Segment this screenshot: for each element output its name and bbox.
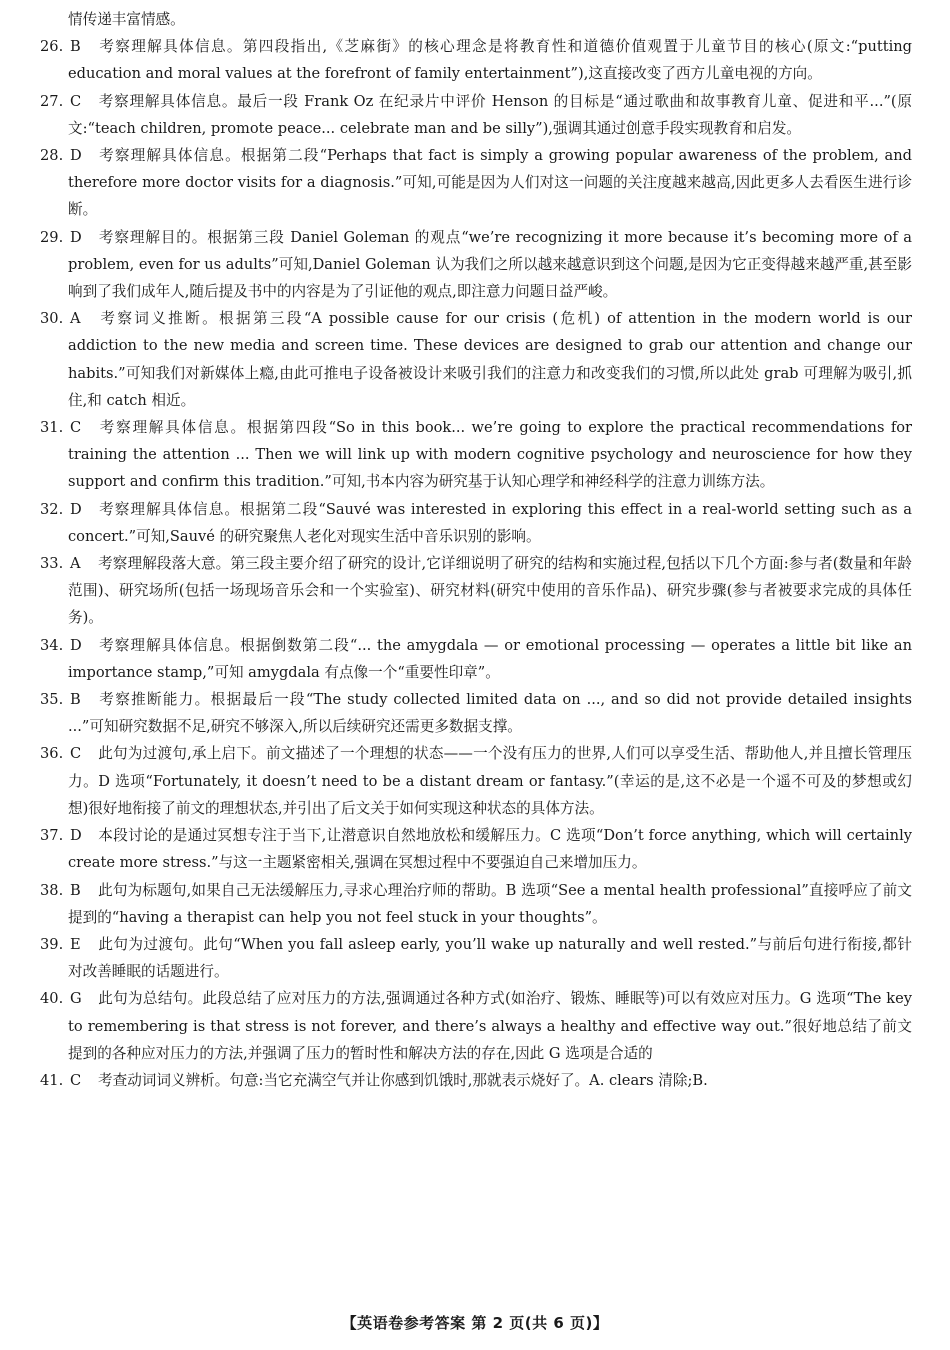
answer-explanation: 此句为过渡句,承上启下。前文描述了一个理想的状态——一个没有压力的世界,人们可以享受生活、帮助他人,并且擅长管理压力。D 选项“Fortunately, it doesn’t need to be a distant dream or fantasy.”(幸运的是,这不必是一个遥不可及的梦想或幻想)很好地衔接了前文的理想状态,并引出了后文关于如何实现这种状态的具体方法。: [68, 745, 912, 817]
question-number: 28.: [40, 147, 64, 165]
page-footer: 【英语卷参考答案 第 2 页(共 6 页)】: [341, 1314, 609, 1332]
question-number: 31.: [40, 419, 64, 437]
question-number: 39.: [40, 935, 64, 953]
answer-item: [40, 550, 912, 632]
question-number: 40.: [40, 990, 64, 1008]
answer-explanation: 考察理解具体信息。根据第四段“So in this book... we’re going to explore the practical recommendations for training the attention ... Then we will link up with modern cognitive psychology and neuroscience for how they support and confirm this tradition.”可知,书本内容为研究基于认知心理学和神经科学的注意力训练方法。: [68, 419, 912, 491]
answer-item: [40, 414, 912, 496]
answer-letter: A: [70, 555, 81, 573]
answer-explanation: 本段讨论的是通过冥想专注于当下,让潜意识自然地放松和缓解压力。C 选项“Don’t force anything, which will certainly create more stress.”与这一主题紧密相关,强调在冥想过程中不要强迫自己来增加压力。: [68, 827, 912, 872]
answer-letter: D: [70, 827, 82, 845]
answer-explanation: 考察理解目的。根据第三段 Daniel Goleman 的观点“we’re recognizing it more because it’s becoming more of a problem, even for us adults”可知,Daniel Goleman 认为我们之所以越来越意识到这个问题,是因为它正变得越来越严重,甚至影响到了我们成年人,随后提及书中的内容是为了引证他的观点,即注意力问题日益严峻。: [68, 228, 912, 301]
answer-explanation: 考察推断能力。根据最后一段“The study collected limited data on ..., and so did not provide detailed insights ...”可知研究数据不足,研究不够深入,所以后续研究还需更多数据支撑。: [68, 691, 912, 736]
answer-explanation: 考查动词词义辨析。句意:当它充满空气并让你感到饥饿时,那就表示烧好了。A. clears 清除;B.: [98, 1071, 708, 1089]
answer-letter: E: [70, 935, 81, 953]
answer-item: [40, 931, 912, 985]
answer-explanation: 考察理解具体信息。最后一段 Frank Oz 在纪录片中评价 Henson 的目标是“通过歌曲和故事教育儿童、促进和平...”(原文:“teach children, promote peace... celebrate man and be silly”),强调其通过创意手段实现教育和启发。: [68, 92, 912, 137]
question-number: 33.: [40, 555, 64, 573]
answer-letter: B: [70, 38, 81, 56]
question-number: 36.: [40, 745, 64, 763]
question-number: 26.: [40, 38, 64, 56]
question-number: 41.: [40, 1071, 64, 1089]
answer-explanation: 此句为总结句。此段总结了应对压力的方法,强调通过各种方式(如治疗、锻炼、睡眠等)可以有效应对压力。G 选项“The key to remembering is that stress is not forever, and there’s always a healthy and effective way out.”很好地总结了前文提到的各种应对压力的方法,并强调了压力的暂时性和解决方法的存在,因此 G 选项是合适的: [68, 990, 912, 1062]
answer-explanation: 考察理解具体信息。根据倒数第二段“... the amygdala — or emotional processing — operates a little bit like an importance stamp,”可知 amygdala 有点像一个“重要性印章”。: [68, 636, 912, 681]
answer-key-page: [40, 6, 912, 1094]
answer-letter: C: [70, 92, 82, 110]
answer-letter: D: [70, 500, 82, 518]
answer-item: [40, 224, 912, 306]
question-number: 30.: [40, 310, 64, 328]
question-number: 37.: [40, 827, 64, 845]
answer-item: [40, 496, 912, 550]
question-number: 34.: [40, 636, 64, 654]
answer-item: [40, 686, 912, 740]
intro-text: 情传递丰富情感。: [68, 11, 185, 28]
answer-item: [40, 740, 912, 822]
answer-letter: C: [70, 419, 82, 437]
answer-item: [40, 632, 912, 686]
answer-letter: C: [70, 1071, 82, 1089]
answer-letter: D: [70, 228, 82, 246]
answer-explanation: 考察理解具体信息。根据第二段“Perhaps that fact is simply a growing popular awareness of the problem, and therefore more doctor visits for a diagnosis.”可知,可能是因为人们对这一问题的关注度越来越高,因此更多人去看医生进行诊断。: [68, 147, 912, 219]
answer-explanation: 考察理解具体信息。第四段指出,《芝麻街》的核心理念是将教育性和道德价值观置于儿童节目的核心(原文:“putting education and moral values at the forefront of family entertainment”),这直接改变了西方儿童电视的方向。: [68, 38, 912, 83]
question-number: 32.: [40, 500, 64, 518]
answer-explanation: 此句为标题句,如果自己无法缓解压力,寻求心理治疗师的帮助。B 选项“See a mental health professional”直接呼应了前文提到的“having a therapist can help you not feel stuck in your thoughts”。: [68, 881, 912, 926]
answer-letter: D: [70, 636, 82, 654]
answer-explanation: 考察理解段落大意。第三段主要介绍了研究的设计,它详细说明了研究的结构和实施过程,包括以下几个方面:参与者(数量和年龄范围)、研究场所(包括一场现场音乐会和一个实验室)、研究材料(研究中使用的音乐作品)、研究步骤(参与者被要求完成的具体任务)。: [68, 555, 912, 627]
answer-letter: C: [70, 745, 82, 763]
question-number: 38.: [40, 881, 64, 899]
answer-item: [40, 877, 912, 931]
answer-item: [40, 305, 912, 414]
answer-item: [40, 142, 912, 224]
answer-explanation: 考察理解具体信息。根据第二段“Sauvé was interested in exploring this effect in a real-world setting such as a concert.”可知,Sauvé 的研究聚焦人老化对现实生活中音乐识别的影响。: [68, 500, 912, 545]
answer-item: [40, 33, 912, 87]
answer-letter: B: [70, 881, 81, 899]
answer-explanation: 考察词义推断。根据第三段“A possible cause for our crisis (危机) of attention in the modern world is our addiction to the new media and screen time. These devices are designed to grab our attention and change our habits.”可知我们对新媒体上瘾,由此可推电子设备被设计来吸引我们的注意力和改变我们的习惯,所以此处 grab 可理解为吸引,抓住,和 catch 相近。: [68, 310, 912, 409]
question-number: 29.: [40, 228, 64, 246]
question-number: 27.: [40, 92, 64, 110]
answer-explanation: 此句为过渡句。此句“When you fall asleep early, you’ll wake up naturally and well rested.”与前后句进行衔接,都针对改善睡眠的话题进行。: [68, 935, 912, 981]
answer-list: [40, 33, 912, 1094]
answer-item: [40, 1067, 912, 1094]
answer-item: [40, 822, 912, 876]
answer-item: [40, 88, 912, 142]
answer-item: [40, 985, 912, 1067]
answer-letter: G: [70, 990, 82, 1008]
answer-letter: A: [70, 310, 81, 328]
answer-letter: D: [70, 147, 82, 165]
question-number: 35.: [40, 691, 64, 709]
answer-letter: B: [70, 691, 81, 709]
